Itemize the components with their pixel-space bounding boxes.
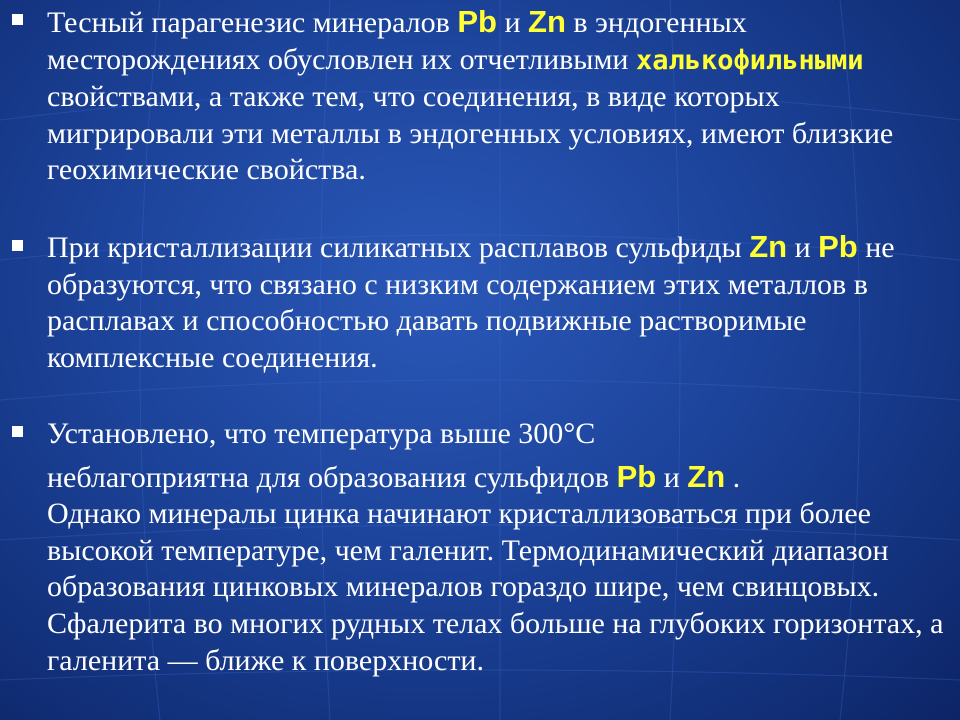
element-highlight: Zn — [749, 229, 788, 264]
bullet-marker — [12, 426, 23, 437]
text-run: и — [496, 6, 529, 39]
text-run: При кристаллизации силикатных расплавов сульфиды — [47, 231, 750, 264]
text-run: свойствами, а также тем, что соединения, в виде которых мигрировали эти металлы в эндогенных условиях, имеют близкие геохимические свойства. — [47, 80, 894, 187]
text-run: Однако минералы цинка начинают кристаллизоваться при более высокой температуре, чем галенит. Термодинамический диапазон образования цинковых минералов гораздо шире, чем свинцовых. Сфалерита во многих рудных телах больше на глубоких горизонтах, а галенита — ближе к поверхности. — [47, 497, 944, 677]
text-run: в эндогенных месторождениях обусловлен их отчетливыми — [47, 6, 747, 76]
bullet-paragraph-1 — [47, 4, 947, 189]
element-highlight: Pb — [818, 229, 858, 264]
bullet-paragraph-2 — [47, 229, 947, 376]
text-run: Тесный парагенезис минералов — [47, 6, 458, 39]
text-run: . — [725, 460, 741, 494]
bullet-marker — [12, 240, 23, 251]
element-highlight: Zn — [528, 4, 566, 39]
text-run: неблагоприятна для образования сульфидов — [47, 460, 617, 494]
element-highlight: Pb — [457, 4, 497, 39]
bullet-marker — [12, 14, 23, 25]
text-run: и — [656, 460, 688, 494]
text-run: и — [787, 231, 819, 264]
text-run: Установлено, что температура выше 300°С — [47, 417, 596, 450]
element-highlight: Zn — [687, 458, 726, 494]
term-highlight: халькофильными — [635, 44, 864, 76]
text-run: не образуются, что связано с низким содержанием этих металлов в расплавах и способностью давать подвижные растворимые комплексные соединения. — [47, 231, 895, 374]
element-highlight: Pb — [616, 458, 657, 494]
bullet-paragraph-3 — [47, 416, 947, 679]
